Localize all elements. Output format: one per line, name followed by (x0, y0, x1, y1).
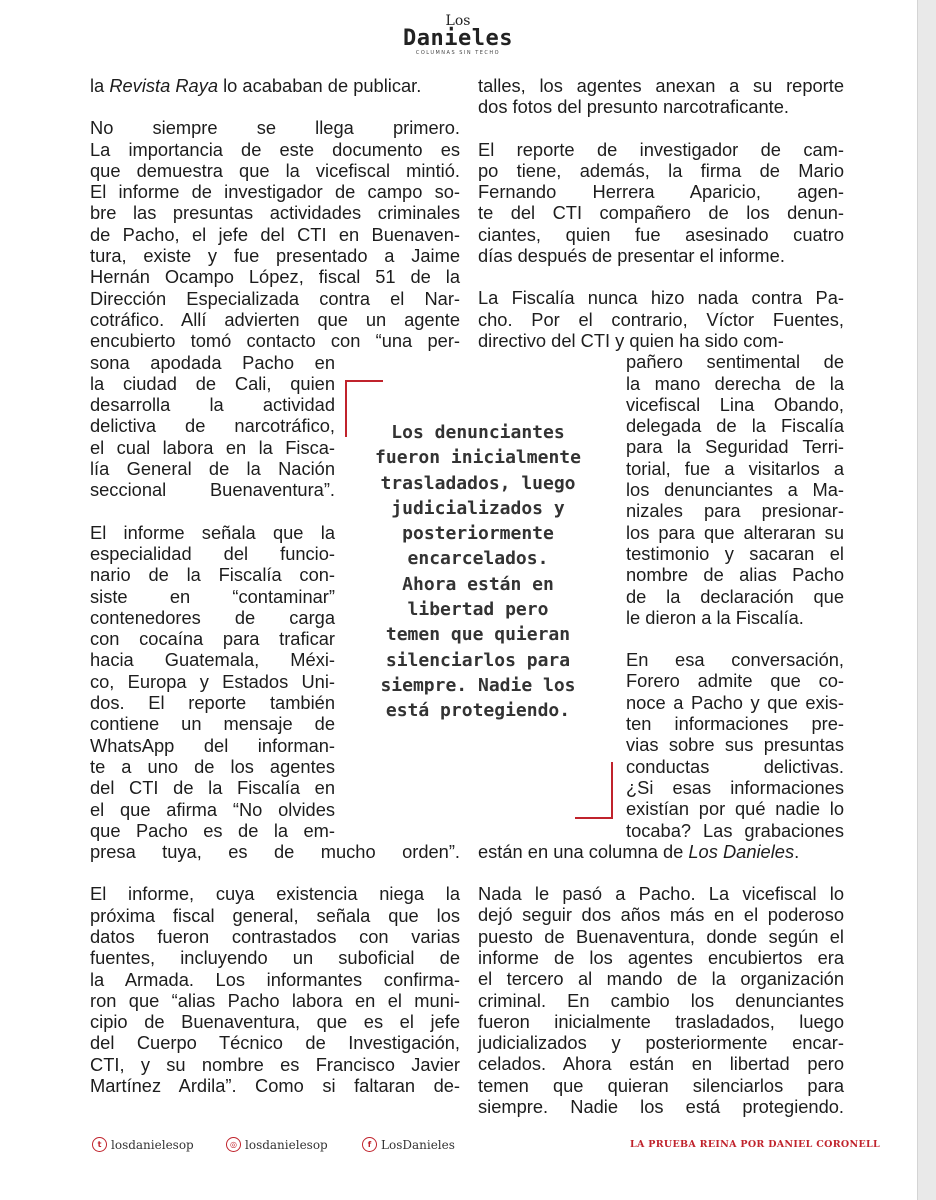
text-line: El informe, cuya existencia niega la (90, 883, 460, 905)
facebook-label: LosDanieles (381, 1137, 455, 1152)
publication-name: Los Danieles (688, 840, 795, 862)
text-line: seccional Buenaventura”. (90, 479, 335, 501)
text-line: de la declaración que (626, 585, 844, 607)
pull-quote-line: trasladados, luego (380, 472, 576, 494)
twitter-handle[interactable] (92, 1137, 194, 1152)
pull-quote-line: libertad pero (407, 599, 549, 621)
text-line: la mano derecha de la (626, 372, 844, 394)
text-line: los denunciantes a Ma- (626, 479, 844, 501)
text-line: fueron inicialmente trasladados, luego (478, 1010, 844, 1032)
pull-quote-line: temen que quieran (385, 624, 571, 646)
text-line: el tercero al mando de la organización (478, 968, 844, 990)
text-line: que demuestra que la vicefiscal mintió. (90, 159, 460, 181)
text-line: Nada le pasó a Pacho. La vicefiscal lo (478, 883, 844, 905)
text-line: con cocaína para traficar (90, 628, 335, 650)
text-line: pañero sentimental de (626, 351, 844, 373)
pull-quote-line: está protegiendo. (385, 700, 571, 722)
text-line: directivo del CTI y quien ha sido com- (478, 329, 784, 351)
pull-quote-line: encarcelados. (407, 548, 549, 570)
text-line: Dirección Especializada contra el Nar- (90, 287, 460, 309)
text-line: dejó seguir dos años más en el poderoso (478, 904, 844, 926)
text-line: encubierto tomó contacto con “una per- (90, 330, 460, 352)
twitter-icon: t (92, 1137, 107, 1152)
text-line: dos. El reporte también (90, 692, 335, 714)
twitter-label: losdanielesop (111, 1137, 194, 1152)
text-line: La importancia de este documento es (90, 138, 460, 160)
logo-tagline: COLUMNAS SIN TECHO (415, 50, 501, 56)
logo (0, 14, 916, 57)
text-line: cotráfico. Allí advierten que un agente (90, 308, 460, 330)
pull-quote-line: posteriormente (402, 523, 554, 545)
paragraph (478, 883, 844, 1117)
text-line: El informe de investigador de campo so- (90, 181, 460, 203)
text-line: El reporte de investigador de cam- (478, 138, 844, 160)
text-line: ron que “alias Pacho labora en el muni- (90, 989, 460, 1011)
text-line: Forero admite que co- (626, 670, 844, 692)
text-line: contenedores de carga (90, 606, 335, 628)
text-line: puesto de Buenaventura, donde según el (478, 925, 844, 947)
text-line: CTI, y su nombre es Francisco Javier (90, 1053, 460, 1075)
text-line: días después de presentar el informe. (478, 245, 785, 267)
pull-quote-line: judicializados y (391, 497, 565, 519)
text-line: torial, fue a visitarlos a (626, 457, 844, 479)
text-line: nombre de alias Pacho (626, 564, 844, 586)
quote-bracket-bottom (575, 762, 613, 819)
text-line: talles, los agentes anexan a su reporte (478, 75, 844, 96)
paragraph (478, 75, 844, 118)
text-line: la Revista Raya lo acababan de publicar. (90, 75, 422, 96)
instagram-icon: ◎ (226, 1137, 241, 1152)
text-line: fuentes, incluyendo un suboficial de (90, 947, 460, 969)
text-line: tura, existe y fue presentado a Jaime (90, 245, 460, 267)
text-line: No siempre se llega primero. (90, 117, 460, 139)
text-line: el que afirma “No olvides (90, 798, 335, 820)
pull-quote (350, 420, 606, 724)
text-line: po tiene, además, la firma de Mario (478, 159, 844, 181)
text-line: vicefiscal Lina Obando, (626, 393, 844, 415)
text-line: el cual labora en la Fisca- (90, 436, 335, 458)
text-line: vias sobre sus presuntas (626, 734, 844, 756)
text-line: nizales para presionar- (626, 500, 844, 522)
text-line: cho. Por el contrario, Víctor Fuentes, (478, 308, 844, 330)
text-line: sona apodada Pacho en (90, 351, 335, 373)
facebook-handle[interactable] (362, 1137, 455, 1152)
text-line: El informe señala que la (90, 521, 335, 543)
pull-quote-line: siempre. Nadie los (380, 674, 576, 696)
text-line: datos fueron contrastados con varias (90, 925, 460, 947)
text-line: noce a Pacho y que exis- (626, 691, 844, 713)
paragraph (90, 75, 460, 96)
text-line: dos fotos del presunto narcotraficante. (478, 96, 789, 118)
text-line: ¿Si esas informaciones (626, 776, 844, 798)
text-line: del Cuerpo Técnico de Investigación, (90, 1032, 460, 1054)
text-line: te a uno de los agentes (90, 755, 335, 777)
logo-main-text: Danieles (403, 26, 513, 51)
text-line: judicializados y posteriormente encar- (478, 1032, 844, 1054)
text-line: co, Europa y Estados Uni- (90, 670, 335, 692)
text-line: conductas delictivas. (626, 755, 844, 777)
text-line: de Pacho, el jefe del CTI en Buenaven- (90, 223, 460, 245)
text-line: hacia Guatemala, Méxi- (90, 649, 335, 671)
text-line: cipio de Buenaventura, que es el jefe (90, 1011, 460, 1033)
text-line: para la Seguridad Terri- (626, 436, 844, 458)
text-line: lía General de la Nación (90, 458, 335, 480)
text-line: especialidad del funcio- (90, 542, 335, 564)
text-line: Martínez Ardila”. Como si faltaran de- (90, 1075, 460, 1097)
publication-name: Revista Raya (109, 75, 219, 96)
text-line: La Fiscalía nunca hizo nada contra Pa- (478, 287, 844, 309)
text-line: ciantes, quien fue asesinado cuatro (478, 223, 844, 245)
logo-top-text: Los (445, 13, 471, 29)
text-line: En esa conversación, (626, 649, 844, 671)
text-line: nario de la Fiscalía con- (90, 564, 335, 586)
text-line: presa tuya, es de mucho orden”. (90, 841, 460, 863)
text-line: del CTI de la Fiscalía en (90, 777, 335, 799)
pull-quote-line: Los denunciantes (391, 422, 565, 443)
facebook-icon: f (362, 1137, 377, 1152)
text-line: desarrolla la actividad (90, 394, 335, 416)
text-line: ten informaciones pre- (626, 713, 844, 735)
text-line: informe de los agentes encubiertos era (478, 946, 844, 968)
text-line: WhatsApp del informan- (90, 734, 335, 756)
text-line: están en una columna de Los Danieles. (478, 840, 800, 862)
instagram-label: losdanielesop (245, 1137, 328, 1152)
text-line: contiene un mensaje de (90, 713, 335, 735)
pull-quote-line: Ahora están en (402, 573, 554, 595)
pull-quote-line: fueron inicialmente (375, 447, 581, 469)
pull-quote-line: silenciarlos para (385, 649, 571, 671)
scrollbar[interactable] (917, 0, 936, 1200)
text-line: existían por qué nadie lo (626, 798, 844, 820)
text-line: la Armada. Los informantes confirma- (90, 968, 460, 990)
text-line: la ciudad de Cali, quien (90, 372, 335, 394)
instagram-handle[interactable] (226, 1137, 328, 1152)
text-line: próxima fiscal general, señala que los (90, 904, 460, 926)
text-line: te del CTI compañero de los denun- (478, 202, 844, 224)
paragraph (478, 139, 844, 267)
text-line: tocaba? Las grabaciones (626, 819, 844, 841)
text-line: bre las presuntas actividades criminales (90, 202, 460, 224)
text-line: delegada de la Fiscalía (626, 415, 844, 437)
text-line: testimonio y sacaran el (626, 542, 844, 564)
text-line: que Pacho es de la em- (90, 819, 335, 841)
text-line: celados. Ahora están en libertad pero (478, 1053, 844, 1075)
text-line: delictiva de narcotráfico, (90, 415, 335, 437)
text-line: los para que alteraran su (626, 521, 844, 543)
text-line: Hernán Ocampo López, fiscal 51 de la (90, 266, 460, 288)
text-line: siste en “contaminar” (90, 585, 335, 607)
text-line: temen que quieran silenciarlos para (478, 1074, 844, 1096)
text-line: criminal. En cambio los denunciantes (478, 989, 844, 1011)
paragraph (90, 883, 460, 1096)
text-line: siempre. Nadie los está protegiendo. (478, 1096, 844, 1118)
text-line: le dieron a la Fiscalía. (626, 606, 804, 628)
column-credit: LA PRUEBA REINA POR DANIEL CORONELL (630, 1139, 880, 1150)
text-line: Fernando Herrera Aparicio, agen- (478, 181, 844, 203)
